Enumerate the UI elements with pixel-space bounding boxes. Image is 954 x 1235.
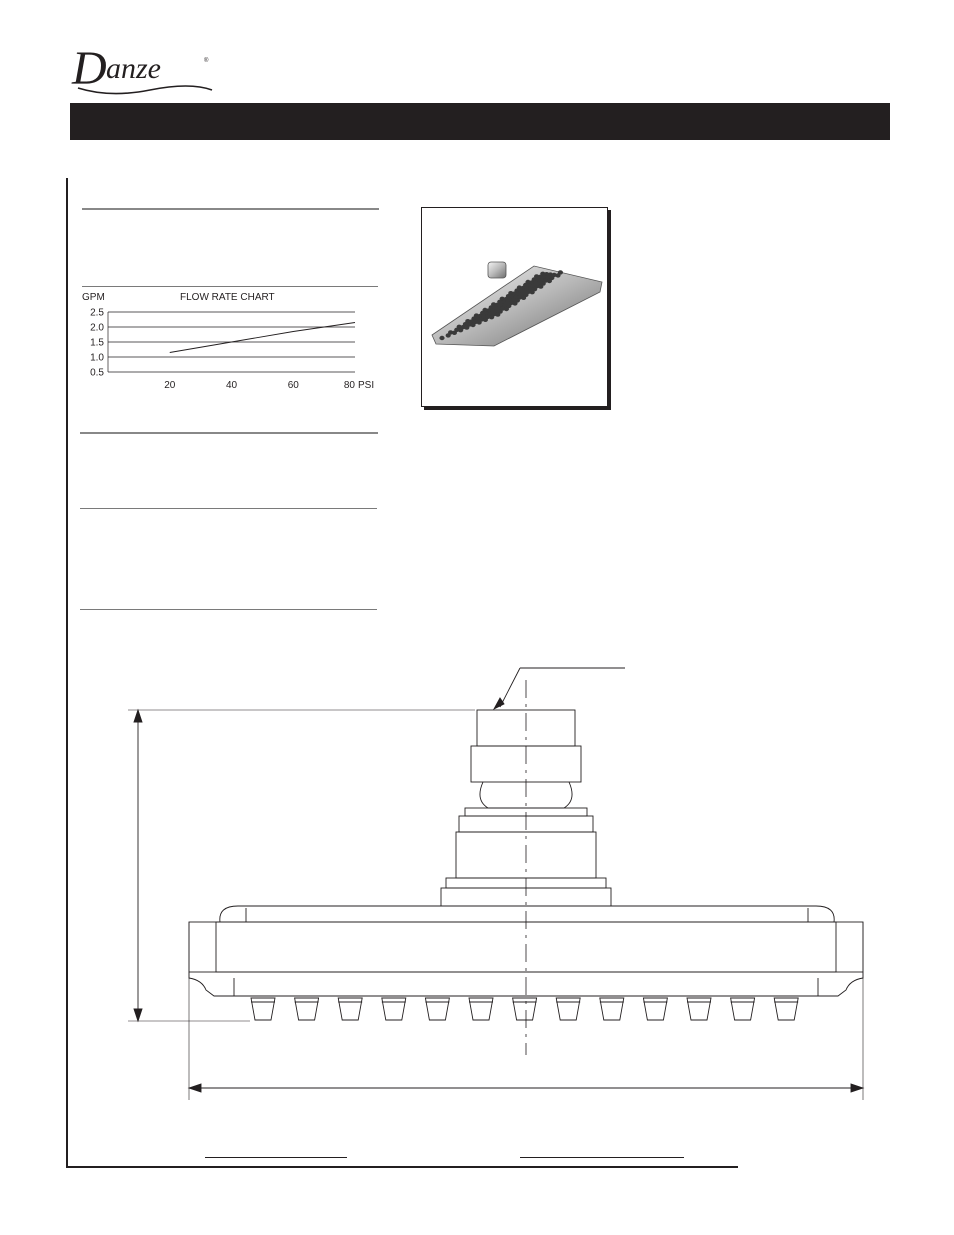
- chart-x-unit-label: PSI: [358, 380, 375, 391]
- flow-rate-chart: [80, 290, 380, 395]
- chart-y-ticks: [90, 308, 104, 379]
- chart-y-axis-label: GPM: [82, 292, 105, 303]
- photo-nozzle: [504, 307, 509, 311]
- logo-wordmark: anze: [106, 52, 161, 85]
- section-divider-5: [80, 609, 377, 610]
- shower-head-photo: [422, 208, 607, 406]
- signature-line-left: [205, 1157, 347, 1158]
- drawing-nozzle: [774, 998, 798, 1020]
- height-arrow-bottom: [134, 1009, 142, 1021]
- bottom-frame-rule: [66, 1166, 738, 1168]
- product-photo-frame: [421, 207, 608, 407]
- chart-y-tick-label: 1.0: [90, 352, 104, 364]
- drawing-nozzle: [513, 998, 537, 1020]
- section-divider-2: [82, 286, 378, 287]
- technical-drawing: [120, 660, 870, 1110]
- drawing-nozzle: [251, 998, 275, 1020]
- drawing-nozzle: [425, 998, 449, 1020]
- chart-y-tick-label: 0.5: [90, 367, 104, 379]
- photo-nozzle: [530, 290, 535, 294]
- photo-nozzle: [547, 279, 552, 283]
- drawing-nozzle: [731, 998, 755, 1020]
- photo-nozzle: [439, 336, 444, 340]
- section-divider-1: [82, 208, 379, 210]
- shower-face: [432, 266, 602, 346]
- drawing-nozzle: [338, 998, 362, 1020]
- header-bar: [70, 103, 890, 140]
- photo-nozzle: [477, 320, 482, 324]
- photo-nozzle: [495, 312, 500, 316]
- chart-x-tick-label: 20: [164, 380, 176, 391]
- drawing-nozzle: [600, 998, 624, 1020]
- photo-nozzle: [521, 296, 526, 300]
- chart-y-tick-label: 2.5: [90, 307, 104, 319]
- drawing-nozzle: [556, 998, 580, 1020]
- arm-connector: [488, 262, 506, 278]
- logo-registered-mark: ®: [204, 58, 209, 64]
- chart-title: FLOW RATE CHART: [180, 292, 275, 303]
- drawing-nozzle: [382, 998, 406, 1020]
- photo-nozzle: [483, 318, 488, 322]
- width-arrow-left: [189, 1084, 201, 1092]
- head-top-edge: [220, 906, 834, 922]
- chart-y-tick-label: 1.5: [90, 337, 104, 349]
- height-arrow-top: [134, 710, 142, 722]
- chart-x-tick-label: 60: [287, 380, 299, 391]
- photo-nozzle: [512, 301, 517, 305]
- drawing-nozzle-row: [251, 998, 798, 1020]
- drawing-nozzle: [643, 998, 667, 1020]
- photo-nozzle: [464, 325, 469, 329]
- chart-x-tick-label: 40: [225, 380, 238, 391]
- photo-nozzle: [458, 328, 463, 332]
- photo-nozzle: [446, 333, 451, 337]
- photo-nozzle: [555, 273, 560, 277]
- signature-line-right: [520, 1157, 684, 1158]
- section-divider-3: [80, 432, 378, 434]
- photo-nozzle: [538, 284, 543, 288]
- logo-letter-d: D: [72, 42, 107, 95]
- photo-nozzle: [470, 323, 475, 327]
- leader-arrowhead: [494, 698, 504, 709]
- chart-y-tick-label: 2.0: [90, 322, 104, 334]
- drawing-nozzle: [687, 998, 711, 1020]
- section-divider-4: [80, 508, 377, 509]
- drawing-nozzle: [469, 998, 493, 1020]
- drawing-nozzle: [295, 998, 319, 1020]
- photo-nozzle: [489, 315, 494, 319]
- left-frame-rule: [66, 178, 68, 1168]
- danze-logo: [70, 40, 220, 100]
- chart-x-tick-label: 80: [343, 380, 355, 391]
- photo-nozzle: [452, 331, 457, 335]
- width-arrow-right: [851, 1084, 863, 1092]
- chart-x-ticks: [164, 380, 374, 391]
- leader-line: [500, 668, 520, 707]
